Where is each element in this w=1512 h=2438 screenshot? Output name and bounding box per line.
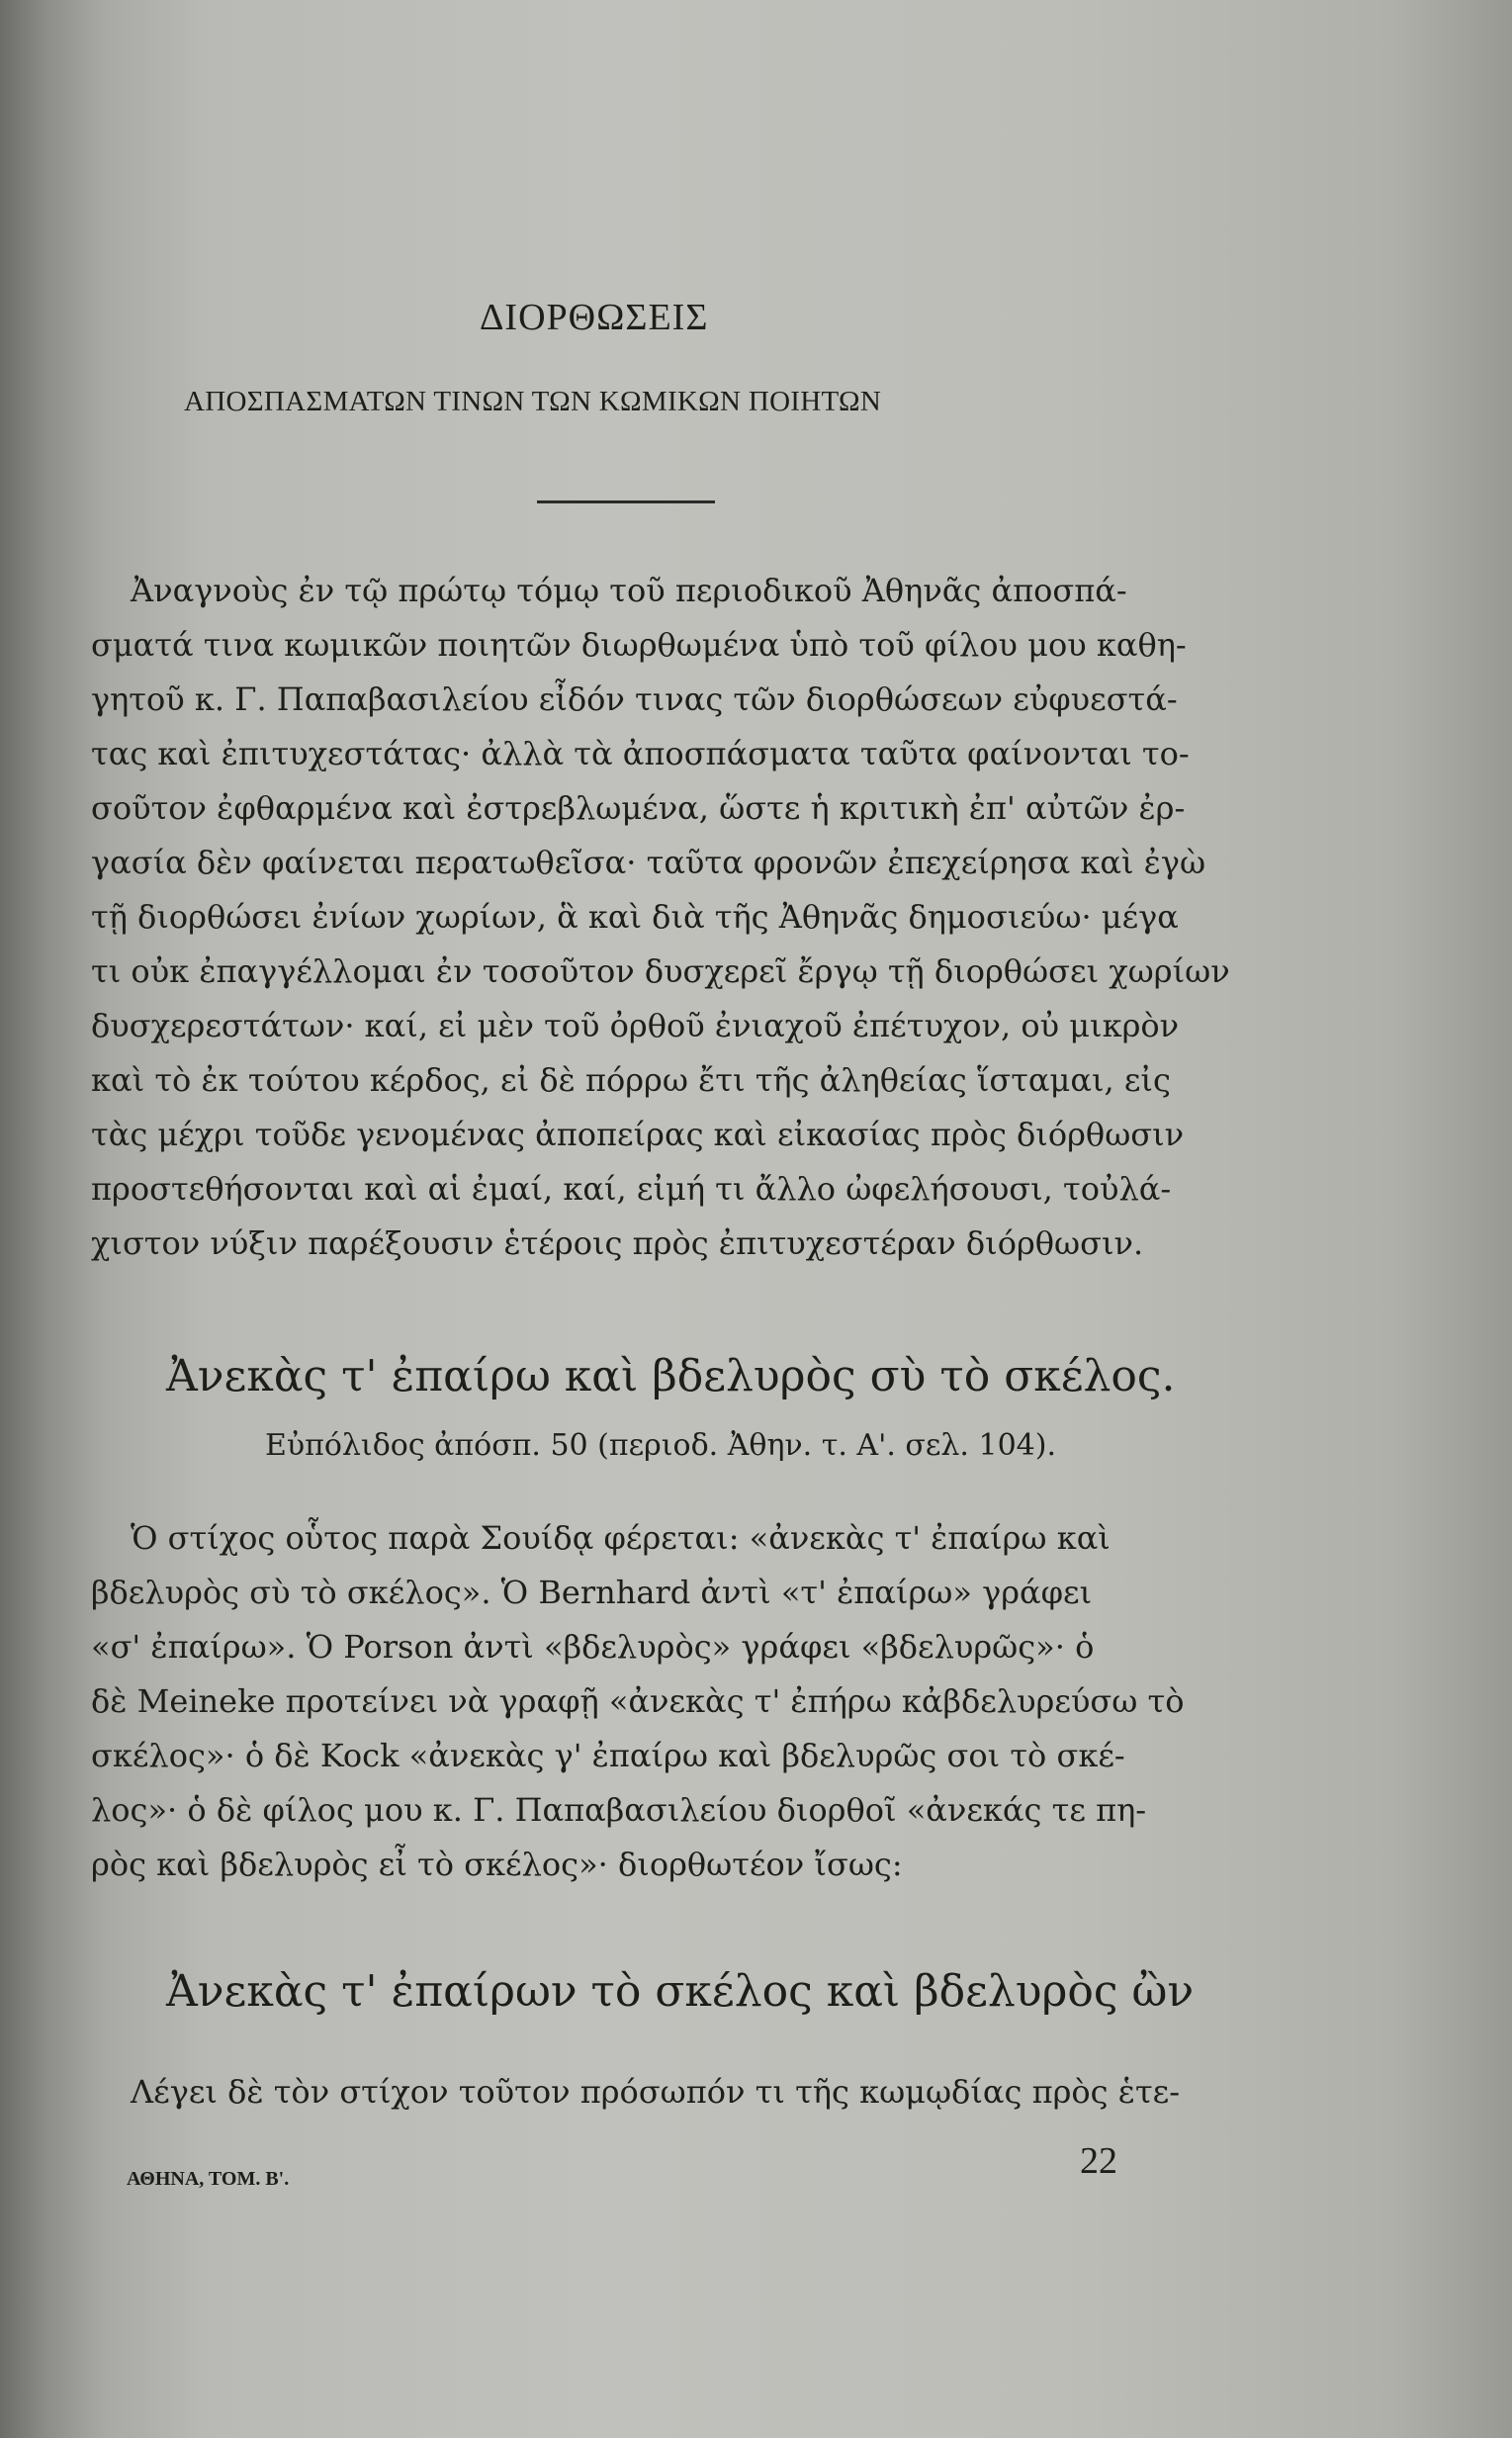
page-subtitle: ΑΠΟΣΠΑΣΜΑΤΩΝ ΤΙΝΩΝ ΤΩΝ ΚΩΜΙΚΩΝ ΠΟΙΗΤΩΝ xyxy=(184,386,882,417)
commentary-line: βδελυρὸς σὺ τὸ σκέλος». Ὁ Bernhard ἀντὶ «τ' ἐπαίρω» γράφει xyxy=(91,1574,1093,1611)
verse-citation: Εὐπόλιδος ἀπόσπ. 50 (περιοδ. Ἀθην. τ. Α'. σελ. 104). xyxy=(265,1428,1056,1463)
intro-line: δυσχερεστάτων· καί, εἰ μὲν τοῦ ὀρθοῦ ἐνιαχοῦ ἐπέτυχον, οὐ μικρὸν xyxy=(91,1007,1180,1044)
commentary-line: «σ' ἐπαίρω». Ὁ Porson ἀντὶ «βδελυρὸς» γράφει «βδελυρῶς»· ὁ xyxy=(91,1628,1095,1666)
commentary-line: ρὸς καὶ βδελυρὸς εἶ τὸ σκέλος»· διορθωτέον ἴσως: xyxy=(91,1846,903,1883)
closing-line: Λέγει δὲ τὸν στίχον τοῦτον πρόσωπόν τι τῆς κωμῳδίας πρὸς ἑτε- xyxy=(131,2073,1181,2111)
page-title: ΔΙΟΡΘΩΣΕΙΣ xyxy=(480,297,709,338)
intro-line: Ἀναγνοὺς ἐν τῷ πρώτῳ τόμῳ τοῦ περιοδικοῦ Ἀθηνᾶς ἀποσπά- xyxy=(131,572,1127,609)
intro-line: τι οὐκ ἐπαγγέλλομαι ἐν τοσοῦτον δυσχερεῖ ἔργῳ τῇ διορθώσει χωρίων xyxy=(91,952,1230,990)
intro-line: σματά τινα κωμικῶν ποιητῶν διωρθωμένα ὑπὸ τοῦ φίλου μου καθη- xyxy=(91,626,1187,664)
title-divider xyxy=(537,500,715,503)
commentary-paragraph xyxy=(91,1511,1228,1892)
intro-line: προστεθήσονται καὶ αἱ ἐμαί, καί, εἰμή τι ἄλλο ὠφελήσουσι, τοὐλά- xyxy=(91,1170,1172,1208)
closing-paragraph xyxy=(91,2065,1228,2120)
commentary-line: Ὁ στίχος οὗτος παρὰ Σουίδᾳ φέρεται: «ἀνεκὰς τ' ἐπαίρω καὶ xyxy=(131,1519,1111,1557)
intro-line: γασία δὲν φαίνεται περατωθεῖσα· ταῦτα φρονῶν ἐπεχείρησα καὶ ἐγὼ xyxy=(91,844,1206,881)
intro-line: χιστον νύξιν παρέξουσιν ἑτέροις πρὸς ἐπιτυχεστέραν διόρθωσιν. xyxy=(91,1224,1144,1262)
intro-line: σοῦτον ἐφθαρμένα καὶ ἐστρεβλωμένα, ὥστε ἡ κριτικὴ ἐπ' αὐτῶν ἐρ- xyxy=(91,789,1186,827)
intro-line: καὶ τὸ ἐκ τούτου κέρδος, εἰ δὲ πόρρω ἔτι τῆς ἀληθείας ἵσταμαι, εἰς xyxy=(91,1061,1171,1099)
commentary-line: δὲ Meineke προτείνει νὰ γραφῇ «ἀνεκὰς τ' ἐπήρω κἀβδελυρεύσω τὸ xyxy=(91,1682,1185,1720)
intro-line: τὰς μέχρι τοῦδε γενομένας ἀποπείρας καὶ εἰκασίας πρὸς διόρθωσιν xyxy=(91,1116,1185,1153)
intro-line: τας καὶ ἐπιτυχεστάτας· ἀλλὰ τὰ ἀποσπάσματα ταῦτα φαίνονται το- xyxy=(91,735,1190,772)
proposed-correction: Ἀνεκὰς τ' ἐπαίρων τὸ σκέλος καὶ βδελυρὸς ὢν xyxy=(166,1966,1195,2017)
intro-line: γητοῦ κ. Γ. Παπαβασιλείου εἶδόν τινας τῶν διορθώσεων εὐφυεστά- xyxy=(91,680,1178,718)
intro-line: τῇ διορθώσει ἐνίων χωρίων, ἃ καὶ διὰ τῆς Ἀθηνᾶς δημοσιεύω· μέγα xyxy=(91,898,1179,936)
page-number: 22 xyxy=(1080,2140,1117,2182)
intro-paragraph xyxy=(91,564,1228,1271)
signature-mark: ΑΘΗΝΑ, ΤΟΜ. Β'. xyxy=(127,2168,290,2190)
commentary-line: σκέλος»· ὁ δὲ Kock «ἀνεκὰς γ' ἐπαίρω καὶ βδελυρῶς σοι τὸ σκέ- xyxy=(91,1737,1125,1774)
quoted-verse: Ἀνεκὰς τ' ἐπαίρω καὶ βδελυρὸς σὺ τὸ σκέλος. xyxy=(166,1351,1176,1401)
commentary-line: λος»· ὁ δὲ φίλος μου κ. Γ. Παπαβασιλείου διορθοῖ «ἀνεκάς τε πη- xyxy=(91,1791,1147,1829)
